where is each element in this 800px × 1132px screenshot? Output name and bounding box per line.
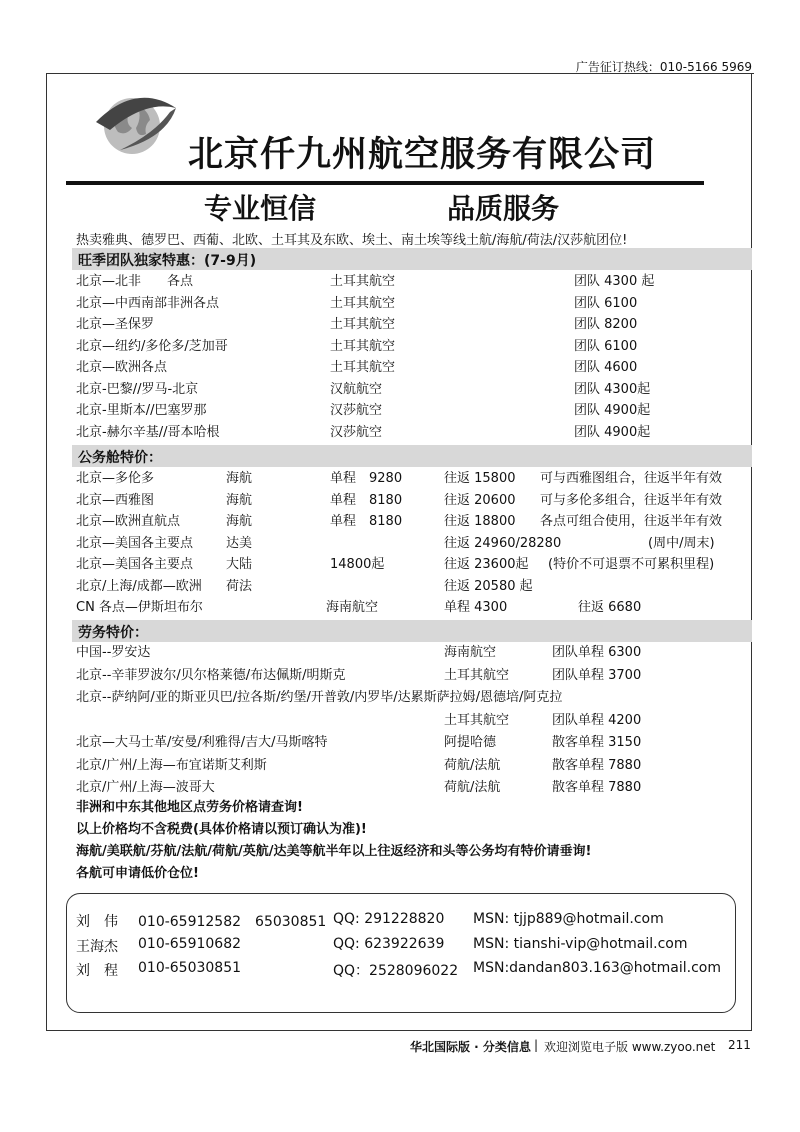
contact-msn[interactable]: MSN: tjjp889@hotmail.com	[473, 911, 664, 927]
footer-divider: |	[534, 1038, 539, 1052]
group-route: 北京-赫尔辛基//哥本哈根	[76, 424, 220, 440]
group-price: 团队 4600	[574, 360, 638, 375]
section-title-group: 旺季团队独家特惠：(7-9月)	[78, 253, 257, 269]
business-airline: 海航	[226, 471, 253, 486]
group-airline: 汉航航空	[330, 381, 383, 397]
group-route: 北京—中西南部非洲各点	[76, 295, 220, 311]
business-route: 北京/上海/成都—欧洲	[76, 578, 202, 594]
labor-airline: 荷航/法航	[444, 757, 501, 773]
labor-airline: 土耳其航空	[444, 712, 510, 728]
group-price: 团队 6100	[574, 338, 638, 354]
business-route: 北京—西雅图	[76, 492, 155, 508]
group-price: 团队 4900起	[574, 403, 651, 418]
labor-price: 散客单程 7880	[552, 780, 642, 795]
group-airline: 土耳其航空	[330, 338, 396, 354]
contact-name: 王海杰	[76, 938, 118, 955]
group-airline: 汉莎航空	[330, 424, 383, 440]
labor-route: 北京/广州/上海—波哥大	[76, 780, 215, 795]
footer-section: 华北国际版 · 分类信息	[410, 1040, 531, 1054]
globe-logo-icon	[92, 92, 178, 158]
group-route: 北京-里斯本//巴塞罗那	[76, 403, 207, 418]
labor-price: 团队单程 4200	[552, 712, 642, 728]
slogan-2: 品质服务	[447, 192, 560, 225]
labor-airline: 阿提哈德	[444, 735, 497, 750]
title-rule	[66, 181, 704, 185]
labor-airline: 土耳其航空	[444, 667, 510, 683]
contact-qq: QQ: 623922639	[333, 935, 445, 952]
section-band-business	[72, 445, 752, 467]
labor-route: 中国--罗安达	[76, 645, 151, 660]
page-number: 211	[728, 1038, 751, 1052]
business-route: CN 各点—伊斯坦布尔	[76, 600, 203, 615]
business-roundtrip: 往返 20580 起	[444, 578, 533, 594]
business-airline: 海航	[226, 492, 253, 508]
labor-route: 北京/广州/上海—布宜诺斯艾利斯	[76, 757, 267, 773]
business-route: 北京—美国各主要点	[76, 535, 194, 551]
labor-price: 团队单程 6300	[552, 645, 642, 660]
group-airline: 土耳其航空	[330, 295, 396, 311]
group-route: 北京—北非 各点	[76, 274, 194, 289]
business-airline: 大陆	[226, 557, 253, 572]
business-airline: 海航	[226, 514, 253, 529]
contact-msn[interactable]: MSN: tianshi-vip@hotmail.com	[473, 935, 688, 952]
business-note: (特价不可退票不可累积里程)	[548, 557, 715, 572]
ad-frame	[46, 73, 752, 1031]
group-airline: 土耳其航空	[330, 317, 396, 332]
business-route: 北京—多伦多	[76, 471, 155, 486]
business-roundtrip: 单程 4300	[444, 600, 508, 615]
slogan-1: 专业恒信	[204, 192, 317, 225]
business-roundtrip: 往返 18800	[444, 514, 516, 529]
labor-price: 散客单程 7880	[552, 757, 642, 773]
note-3: 海航/美联航/芬航/法航/荷航/英航/达美等航半年以上往返经济和头等公务均有特价请垂询!	[76, 844, 592, 859]
labor-route: 北京--辛菲罗波尔/贝尔格莱德/布达佩斯/明斯克	[76, 667, 346, 683]
contact-name: 刘 程	[76, 963, 118, 979]
labor-route: 北京--萨纳阿/亚的斯亚贝巴/拉各斯/约堡/开普敦/内罗毕/达累斯萨拉姆/恩德培/阿克拉	[76, 690, 563, 705]
group-airline: 土耳其航空	[330, 360, 396, 375]
labor-price: 散客单程 3150	[552, 735, 642, 750]
contact-qq: QQ：2528096022	[333, 963, 459, 979]
note-2: 以上价格均不含税费(具体价格请以预订确认为准)!	[76, 822, 367, 837]
note-1: 非洲和中东其他地区点劳务价格请查询!	[76, 800, 303, 815]
business-oneway: 海南航空	[326, 600, 379, 615]
contact-phone[interactable]: 010-65030851	[138, 960, 242, 976]
section-band-group	[72, 248, 752, 270]
business-note: 可与多伦多组合，往返半年有效	[540, 492, 723, 508]
contact-phone[interactable]: 010-65912582 65030851	[138, 914, 327, 930]
group-route: 北京—纽约/多伦多/芝加哥	[76, 338, 228, 354]
business-oneway: 14800起	[330, 557, 385, 572]
business-roundtrip: 往返 23600起	[444, 557, 529, 572]
labor-route: 北京—大马士革/安曼/利雅得/吉大/马斯喀特	[76, 735, 328, 750]
section-title-labor: 劳务特价：	[78, 625, 148, 641]
business-route: 北京—欧洲直航点	[76, 514, 181, 529]
contact-qq: QQ: 291228820	[333, 911, 445, 927]
group-airline: 汉莎航空	[330, 403, 383, 418]
business-route: 北京—美国各主要点	[76, 557, 194, 572]
business-roundtrip: 往返 20600	[444, 492, 516, 508]
business-airline: 荷法	[226, 578, 253, 594]
business-note: 各点可组合使用，往返半年有效	[540, 514, 723, 529]
business-oneway: 单程 9280	[330, 471, 403, 486]
group-price: 团队 6100	[574, 295, 638, 311]
group-airline: 土耳其航空	[330, 274, 396, 289]
contact-msn[interactable]: MSN:dandan803.163@hotmail.com	[473, 960, 722, 976]
business-roundtrip: 往返 24960/28280	[444, 535, 562, 551]
group-price: 团队 4900起	[574, 424, 651, 440]
section-band-labor	[72, 620, 752, 642]
contact-phone[interactable]: 010-65910682	[138, 935, 242, 952]
business-note: 可与西雅图组合，往返半年有效	[540, 471, 723, 486]
labor-price: 团队单程 3700	[552, 667, 642, 683]
hot-sale-line: 热卖雅典、德罗巴、西葡、北欧、土耳其及东欧、埃土、南土埃等线土航/海航/荷法/汉莎航团位!	[76, 233, 628, 248]
section-title-business: 公务舱特价：	[78, 450, 162, 466]
group-price: 团队 4300起	[574, 381, 651, 397]
group-route: 北京—圣保罗	[76, 317, 155, 332]
labor-airline: 荷航/法航	[444, 780, 501, 795]
group-price: 团队 8200	[574, 317, 638, 332]
note-4: 各航可申请低价仓位!	[76, 866, 199, 881]
contact-name: 刘 伟	[76, 914, 118, 930]
business-note: (周中/周末)	[648, 535, 715, 551]
business-note: 往返 6680	[578, 600, 642, 615]
ad-hotline: 广告征订热线：010-5166 5969	[575, 60, 752, 74]
business-roundtrip: 往返 15800	[444, 471, 516, 486]
group-price: 团队 4300 起	[574, 274, 655, 289]
company-name: 北京仟九州航空服务有限公司	[188, 135, 657, 175]
business-oneway: 单程 8180	[330, 514, 403, 529]
labor-airline: 海南航空	[444, 645, 497, 660]
group-route: 北京—欧洲各点	[76, 360, 168, 375]
business-airline: 达美	[226, 535, 253, 551]
business-oneway: 单程 8180	[330, 492, 403, 508]
footer-site: 欢迎浏览电子版 www.zyoo.net	[544, 1040, 716, 1054]
group-route: 北京-巴黎//罗马-北京	[76, 381, 199, 397]
